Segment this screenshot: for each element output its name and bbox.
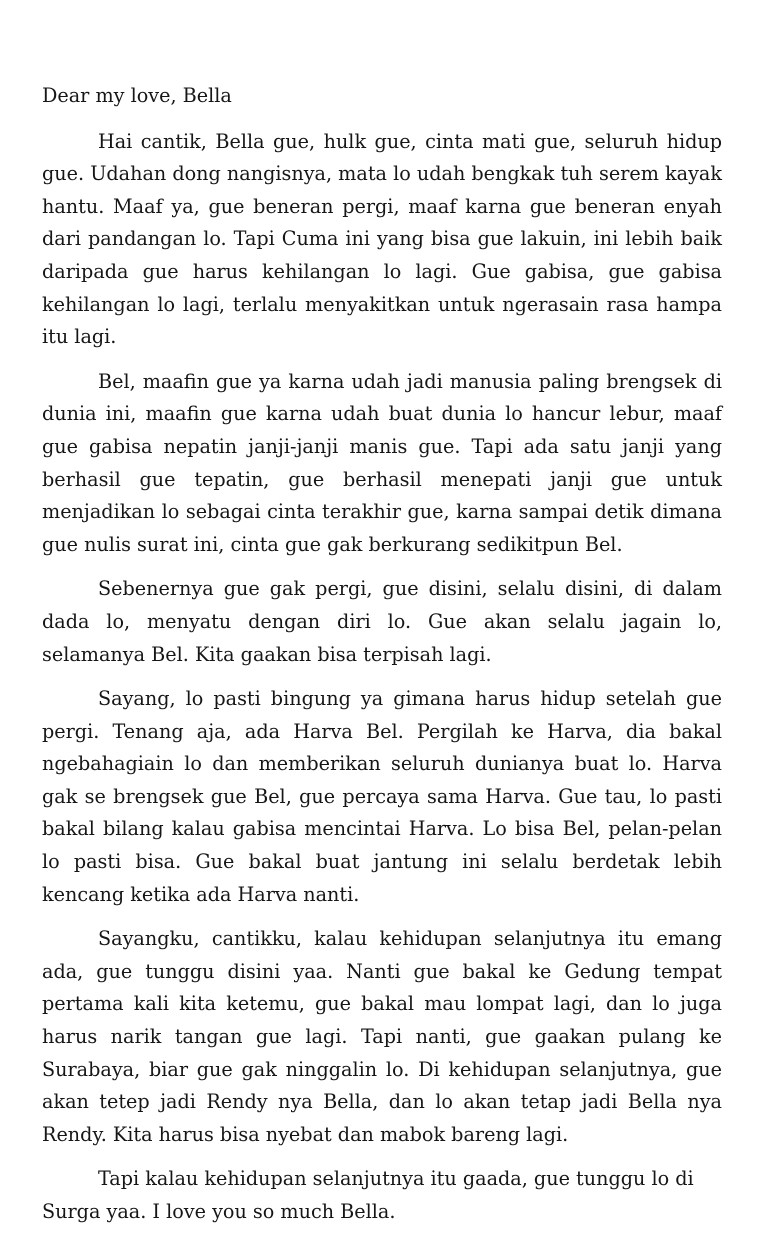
letter-body bbox=[42, 80, 722, 1241]
letter-paragraph-3: Sebenernya gue gak pergi, gue disini, selalu disini, di dalam dada lo, menyatu dengan diri lo. Gue akan selalu jagain lo, selamanya Bel. Kita gaakan bisa terpisah lagi. bbox=[42, 577, 722, 666]
letter-paragraph-5: Sayangku, cantikku, kalau kehidupan selanjutnya itu emang ada, gue tunggu disini yaa. Nanti gue bakal ke Gedung tempat pertama kali kita ketemu, gue bakal mau lompat lagi, dan lo juga harus narik tangan gue lagi. Tapi nanti, gue gaakan pulang ke Surabaya, biar gue gak ninggalin lo. Di kehidupan selanjutnya, gue akan tetep jadi Rendy nya Bella, dan lo akan tetap jadi Bella nya Rendy. Kita harus bisa nyebat dan mabok bareng lagi. bbox=[42, 927, 722, 1146]
letter-paragraph-6: Tapi kalau kehidupan selanjutnya itu gaada, gue tunggu lo di Surga yaa. I love you so much Bella. bbox=[42, 1167, 694, 1223]
letter-greeting: Dear my love, Bella bbox=[42, 84, 232, 107]
letter-paragraph-4: Sayang, lo pasti bingung ya gimana harus hidup setelah gue pergi. Tenang aja, ada Harva Bel. Pergilah ke Harva, dia bakal ngebahagiain lo dan memberikan seluruh dunianya buat lo. Harva gak se brengsek gue Bel, gue percaya sama Harva. Gue tau, lo pasti bakal bilang kalau gabisa mencintai Harva. Lo bisa Bel, pelan-pelan lo pasti bisa. Gue bakal buat jantung ini selalu berdetak lebih kencang ketika ada Harva nanti. bbox=[42, 687, 722, 906]
letter-paragraph-2: Bel, maafin gue ya karna udah jadi manusia paling brengsek di dunia ini, maafin gue karna udah buat dunia lo hancur lebur, maaf gue gabisa nepatin janji-janji manis gue. Tapi ada satu janji yang berhasil gue tepatin, gue berhasil menepati janji gue untuk menjadikan lo sebagai cinta terakhir gue, karna sampai detik dimana gue nulis surat ini, cinta gue gak berkurang sedikitpun Bel. bbox=[42, 369, 722, 556]
letter-paragraph-1: Hai cantik, Bella gue, hulk gue, cinta mati gue, seluruh hidup gue. Udahan dong nangisnya, mata lo udah bengkak tuh serem kayak hantu. Maaf ya, gue beneran pergi, maaf karna gue beneran enyah dari pandangan lo. Tapi Cuma ini yang bisa gue lakuin, ini lebih baik daripada gue harus kehilangan lo lagi. Gue gabisa, gue gabisa kehilangan lo lagi, terlalu menyakitkan untuk ngerasain rasa hampa itu lagi. bbox=[42, 129, 722, 349]
